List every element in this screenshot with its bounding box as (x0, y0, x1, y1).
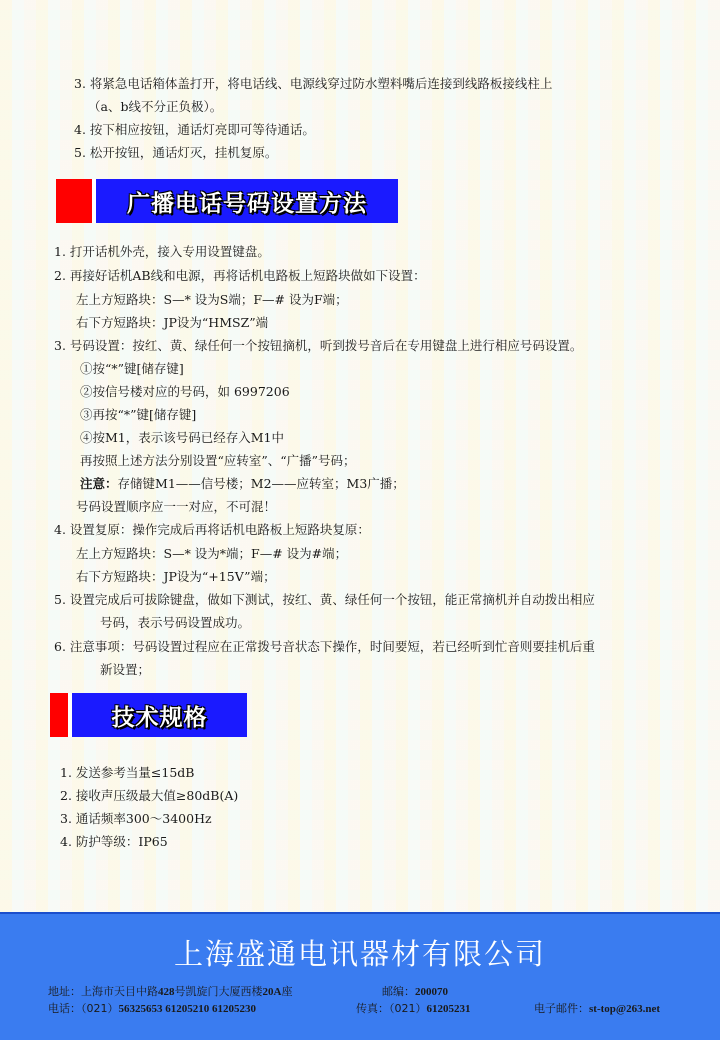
company-name: 上海盛通电讯器材有限公司 (173, 937, 546, 971)
section-header-phone-setup (56, 179, 398, 223)
setup-step-3c: ③再按“*”键[储存键] (80, 407, 197, 422)
setup-step-6-continuation: 新设置； (100, 662, 151, 677)
setup-step-2a: 左上方短路块：S—* 设为S端；F—# 设为F端； (76, 292, 348, 307)
setup-step-4b: 右下方短路块：JP设为“+15V”端； (76, 569, 276, 584)
phone-line: 电话：（021）56325653 61205210 61205230 (48, 1002, 256, 1015)
fax-line: 传真：（021）61205231 (356, 1002, 471, 1015)
step-4-text: 4. 按下相应按钮，通话灯亮即可等待通话。 (74, 122, 315, 137)
spec-item: 2. 接收声压级最大值≥80dB(A) (60, 788, 239, 803)
setup-step-3a: ①按“*”键[储存键] (80, 361, 184, 376)
note-text: 存储键M1——信号楼；M2——应转室；M3广播； (117, 476, 405, 491)
setup-step-2: 2. 再接好话机AB线和电源，再将话机电路板上短路块做如下设置： (54, 268, 426, 283)
header-blue-block (92, 179, 398, 223)
section-title-tech-specs: 技术规格 (111, 704, 208, 731)
email-line: 电子邮件：st-top@263.net (534, 1002, 661, 1015)
setup-step-3g: 号码设置顺序应一一对应，不可混！ (76, 499, 277, 514)
company-footer (0, 912, 720, 1040)
spec-item: 4. 防护等级：IP65 (60, 834, 168, 849)
section-title-phone-setup: 广播电话号码设置方法 (127, 190, 367, 217)
step-5-text: 5. 松开按钮，通话灯灭，挂机复原。 (74, 145, 278, 160)
setup-step-4a: 左上方短路块：S—* 设为*端；F—# 设为#端； (76, 546, 348, 561)
header-red-block (50, 693, 68, 737)
setup-step-3e: 再按照上述方法分别设置“应转室”、“广播”号码； (80, 453, 356, 468)
setup-step-5-continuation: 号码，表示号码设置成功。 (100, 615, 251, 630)
setup-step-4: 4. 设置复原：操作完成后再将话机电路板上短路块复原： (54, 522, 370, 537)
note-label: 注意： (80, 476, 118, 491)
setup-step-3b: ②按信号楼对应的号码，如 6997206 (80, 384, 290, 399)
setup-step-3: 3. 号码设置：按红、黄、绿任何一个按钮摘机，听到拨号音后在专用键盘上进行相应号码设置。 (54, 338, 583, 353)
header-blue-block (68, 693, 247, 737)
section-header-tech-specs (50, 693, 247, 737)
header-red-block (56, 179, 92, 223)
setup-step-3f (80, 476, 405, 492)
setup-step-5: 5. 设置完成后可拔除键盘，做如下测试，按红、黄、绿任何一个按钮，能正常摘机并自动拨出相应 (54, 592, 595, 607)
step-3-continuation: （a、b线不分正负极）。 (88, 99, 223, 114)
spec-item: 3. 通话频率300～3400Hz (60, 811, 212, 826)
setup-step-1: 1. 打开话机外壳，接入专用设置键盘。 (54, 244, 270, 259)
step-3-text: 3. 将紧急电话箱体盖打开，将电话线、电源线穿过防水塑料嘴后连接到线路板接线柱上 (74, 76, 553, 91)
setup-step-6: 6. 注意事项：号码设置过程应在正常拨号音状态下操作，时间要短，若已经听到忙音则要挂机后重 (54, 639, 595, 654)
spec-item: 1. 发送参考当量≤15dB (60, 765, 195, 780)
address-line: 地址：上海市天目中路428号凯旋门大厦西楼20A座 (48, 985, 293, 998)
setup-step-3d: ④按M1，表示该号码已经存入M1中 (80, 430, 285, 445)
setup-step-2b: 右下方短路块：JP设为“HMSZ”端 (76, 315, 269, 330)
postcode: 邮编：200070 (382, 985, 448, 998)
